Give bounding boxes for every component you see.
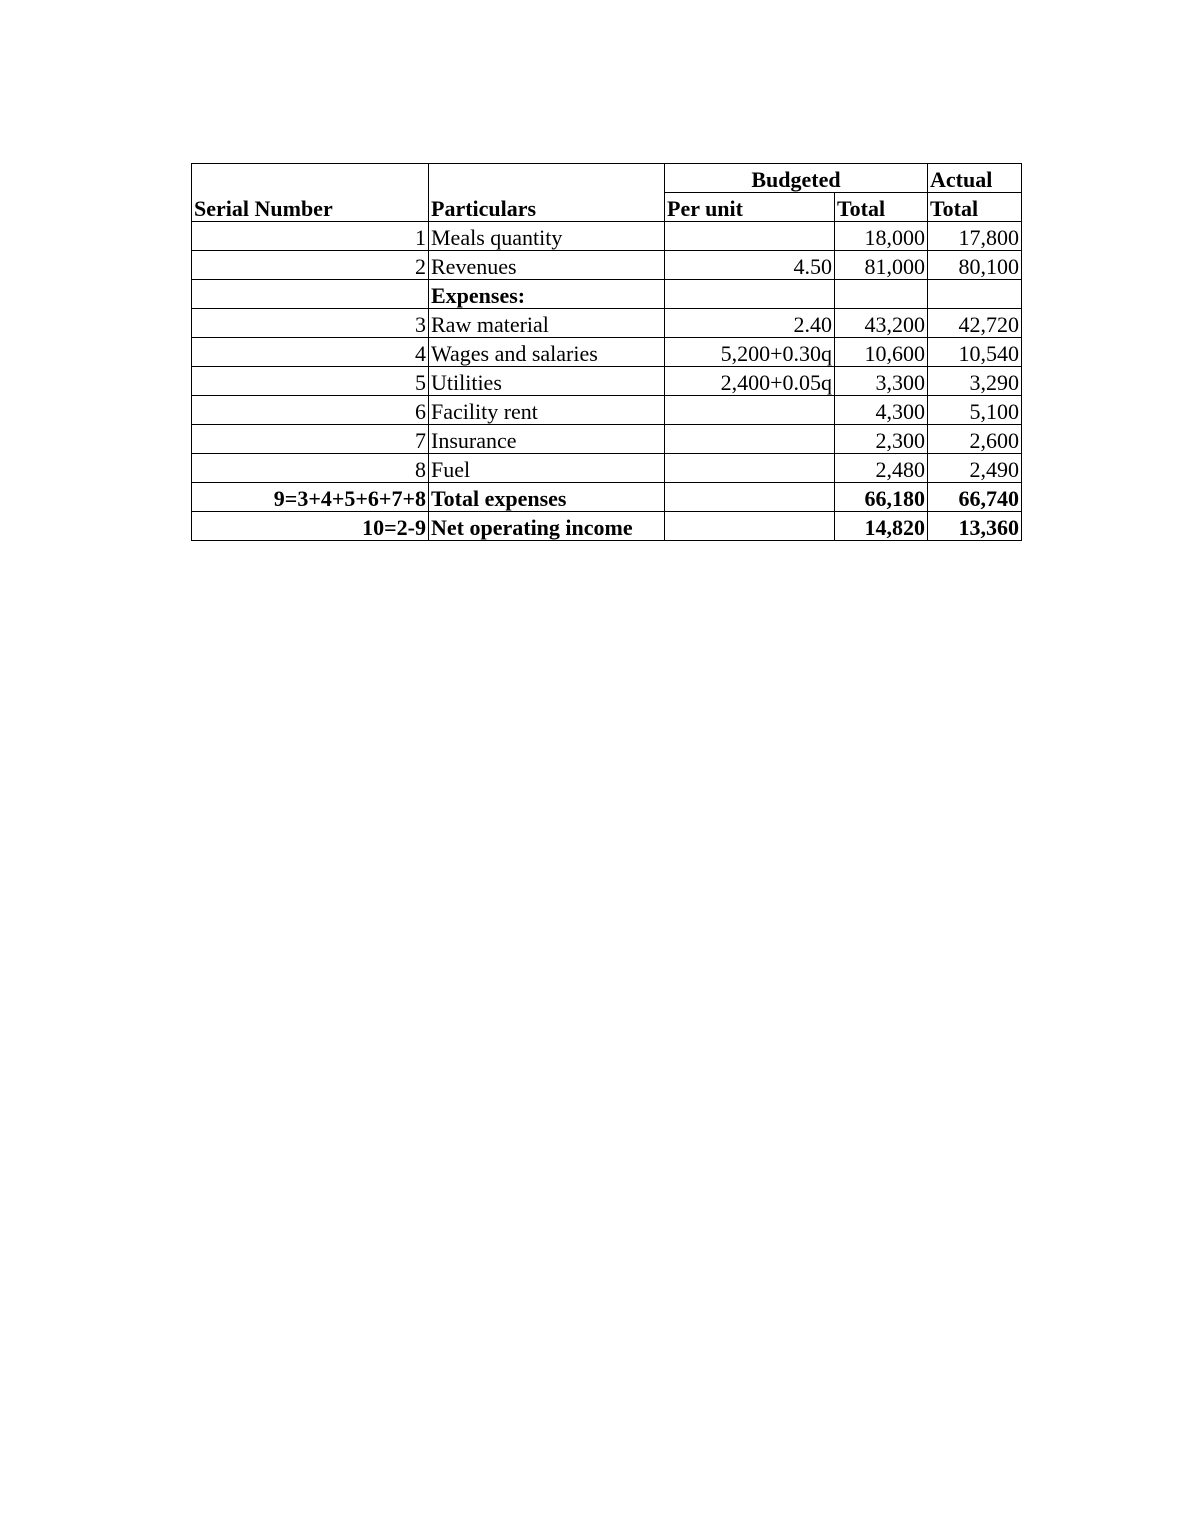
table-row bbox=[192, 425, 1022, 454]
budget-total-cell: 43,200 bbox=[835, 309, 928, 338]
per-unit-cell bbox=[665, 222, 835, 251]
per-unit-cell bbox=[665, 454, 835, 483]
budget-total-cell: 10,600 bbox=[835, 338, 928, 367]
actual-total-cell: 13,360 bbox=[928, 512, 1022, 541]
particulars-cell: Facility rent bbox=[429, 396, 665, 425]
serial-cell: 7 bbox=[192, 425, 429, 454]
table-row bbox=[192, 396, 1022, 425]
per-unit-cell bbox=[665, 425, 835, 454]
per-unit-cell bbox=[665, 396, 835, 425]
header-budget-total: Total bbox=[835, 193, 928, 222]
actual-total-cell: 10,540 bbox=[928, 338, 1022, 367]
actual-total-cell: 2,600 bbox=[928, 425, 1022, 454]
table-row bbox=[192, 222, 1022, 251]
actual-total-cell: 3,290 bbox=[928, 367, 1022, 396]
serial-cell: 2 bbox=[192, 251, 429, 280]
table-row bbox=[192, 251, 1022, 280]
particulars-cell: Raw material bbox=[429, 309, 665, 338]
actual-total-cell: 2,490 bbox=[928, 454, 1022, 483]
table-row bbox=[192, 338, 1022, 367]
budget-total-cell: 3,300 bbox=[835, 367, 928, 396]
header-particulars: Particulars bbox=[429, 164, 665, 222]
budget-total-cell: 4,300 bbox=[835, 396, 928, 425]
header-actual: Actual bbox=[928, 164, 1022, 193]
particulars-cell: Revenues bbox=[429, 251, 665, 280]
actual-total-cell: 66,740 bbox=[928, 483, 1022, 512]
table-row-total-expenses bbox=[192, 483, 1022, 512]
table-row bbox=[192, 454, 1022, 483]
header-per-unit: Per unit bbox=[665, 193, 835, 222]
table-row bbox=[192, 367, 1022, 396]
budget-total-cell: 18,000 bbox=[835, 222, 928, 251]
header-serial-number: Serial Number bbox=[192, 164, 429, 222]
serial-cell: 3 bbox=[192, 309, 429, 338]
per-unit-cell bbox=[665, 512, 835, 541]
per-unit-cell: 2,400+0.05q bbox=[665, 367, 835, 396]
actual-total-cell: 42,720 bbox=[928, 309, 1022, 338]
per-unit-cell bbox=[665, 483, 835, 512]
particulars-cell: Utilities bbox=[429, 367, 665, 396]
serial-cell bbox=[192, 280, 429, 309]
budget-total-cell: 14,820 bbox=[835, 512, 928, 541]
actual-total-cell: 80,100 bbox=[928, 251, 1022, 280]
header-row-1 bbox=[192, 164, 1022, 193]
serial-cell: 4 bbox=[192, 338, 429, 367]
particulars-cell: Wages and salaries bbox=[429, 338, 665, 367]
budget-total-cell: 66,180 bbox=[835, 483, 928, 512]
budget-table bbox=[191, 163, 1022, 541]
table-row bbox=[192, 309, 1022, 338]
per-unit-cell bbox=[665, 280, 835, 309]
actual-total-cell bbox=[928, 280, 1022, 309]
particulars-cell: Meals quantity bbox=[429, 222, 665, 251]
particulars-cell: Insurance bbox=[429, 425, 665, 454]
budget-total-cell: 2,300 bbox=[835, 425, 928, 454]
table-row-net-operating-income bbox=[192, 512, 1022, 541]
header-actual-total: Total bbox=[928, 193, 1022, 222]
per-unit-cell: 5,200+0.30q bbox=[665, 338, 835, 367]
serial-cell: 5 bbox=[192, 367, 429, 396]
particulars-cell: Expenses: bbox=[429, 280, 665, 309]
budget-total-cell bbox=[835, 280, 928, 309]
budget-total-cell: 2,480 bbox=[835, 454, 928, 483]
serial-cell: 10=2-9 bbox=[192, 512, 429, 541]
serial-cell: 9=3+4+5+6+7+8 bbox=[192, 483, 429, 512]
particulars-cell: Fuel bbox=[429, 454, 665, 483]
particulars-cell: Total expenses bbox=[429, 483, 665, 512]
actual-total-cell: 5,100 bbox=[928, 396, 1022, 425]
header-budgeted: Budgeted bbox=[665, 164, 928, 193]
actual-total-cell: 17,800 bbox=[928, 222, 1022, 251]
budget-total-cell: 81,000 bbox=[835, 251, 928, 280]
serial-cell: 6 bbox=[192, 396, 429, 425]
serial-cell: 8 bbox=[192, 454, 429, 483]
per-unit-cell: 4.50 bbox=[665, 251, 835, 280]
table-row bbox=[192, 280, 1022, 309]
particulars-cell: Net operating income bbox=[429, 512, 665, 541]
per-unit-cell: 2.40 bbox=[665, 309, 835, 338]
serial-cell: 1 bbox=[192, 222, 429, 251]
